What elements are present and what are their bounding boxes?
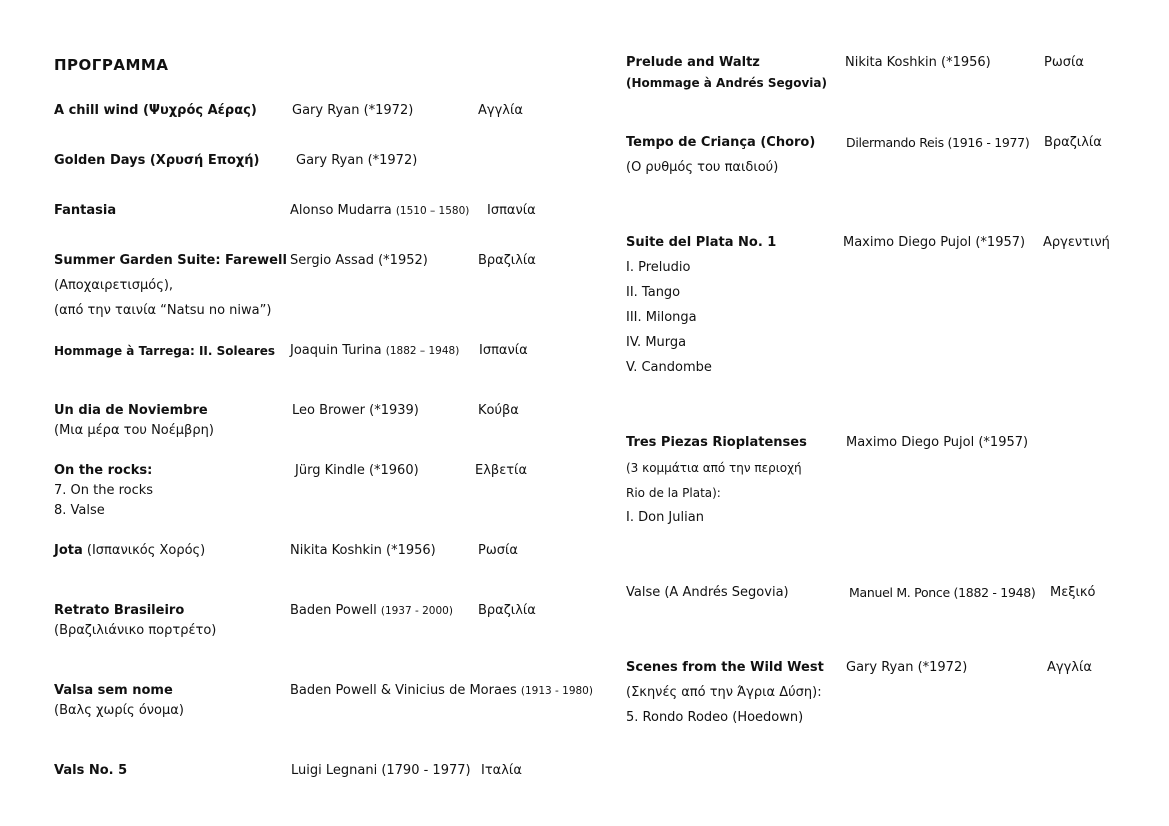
program-entry	[54, 541, 205, 561]
program-entry	[54, 401, 214, 441]
piece-title: Jota	[54, 543, 83, 558]
piece-title: Vals No. 5	[54, 763, 128, 778]
program-entry	[626, 583, 789, 603]
program-entry	[626, 53, 827, 93]
program-entry	[54, 101, 257, 121]
composer-name: Vinicius de Moraes	[395, 683, 517, 698]
origin: Αγγλία	[1047, 660, 1092, 675]
origin: Κούβα	[478, 403, 519, 418]
piece-movement: 5. Rondo Rodeo (Hoedown)	[626, 710, 804, 725]
piece-title: Valse (A Andrés Segovia)	[626, 585, 789, 600]
origin: Ισπανία	[487, 203, 536, 218]
program-entry	[54, 151, 260, 171]
program-entry	[626, 433, 807, 528]
piece-title: Prelude and Waltz	[626, 55, 760, 70]
piece-movement: II. Tango	[626, 285, 681, 300]
piece-title: Un dia de Noviembre	[54, 403, 208, 418]
origin: Βραζιλία	[1044, 135, 1102, 150]
program-entry	[54, 251, 287, 321]
piece-title: Scenes from the Wild West	[626, 660, 824, 675]
piece-subtitle: (Μια μέρα του Νοέμβρη)	[54, 423, 214, 438]
composer	[290, 341, 459, 361]
composer: Jürg Kindle (*1960)	[295, 463, 419, 478]
origin: Μεξικό	[1050, 585, 1096, 600]
piece-movement: V. Candombe	[626, 360, 712, 375]
origin: Ρωσία	[1044, 55, 1084, 70]
piece-subtitle: (Αποχαιρετισμός),	[54, 278, 174, 293]
piece-subtitle: (Βαλς χωρίς όνομα)	[54, 703, 184, 718]
composer: Nikita Koshkin (*1956)	[290, 543, 436, 558]
piece-title: Hommage à Tarrega: II. Soleares	[54, 344, 276, 358]
composer: Gary Ryan (*1972)	[292, 103, 414, 118]
piece-title: Summer Garden Suite: Farewell	[54, 253, 287, 268]
composer-years: (1510 – 1580)	[395, 205, 470, 217]
program-entry	[626, 658, 824, 728]
origin: Αργεντινή	[1043, 235, 1110, 250]
piece-subtitle: (Ισπανικός Χορός)	[86, 543, 206, 558]
composer-name: Baden Powell	[290, 603, 377, 618]
origin: Ρωσία	[478, 543, 518, 558]
composer: Maximo Diego Pujol (*1957)	[846, 435, 1029, 450]
program-entry	[54, 761, 127, 781]
origin: Βραζιλία	[478, 253, 536, 268]
piece-subtitle: (από την ταινία “Natsu no niwa”)	[54, 303, 272, 318]
composer: Leo Brower (*1939)	[292, 403, 419, 418]
piece-movement: IV. Murga	[626, 335, 687, 350]
piece-subtitle: (Ο ρυθμός του παιδιού)	[626, 160, 779, 175]
program-entry	[54, 681, 184, 721]
program-entry	[54, 341, 275, 361]
composer	[290, 601, 453, 621]
program-entry	[54, 201, 116, 221]
program-entry	[626, 133, 815, 178]
program-entry	[626, 233, 776, 378]
composer: Manuel M. Ponce (1882 - 1948)	[849, 585, 1036, 600]
piece-title: Golden Days (Χρυσή Εποχή)	[54, 153, 260, 168]
composer-name: Alonso Mudarra	[290, 203, 392, 218]
program-heading: ΠΡΟΓΡΑΜΜΑ	[54, 56, 169, 74]
piece-subtitle: (Hommage à Andrés Segovia)	[626, 76, 827, 90]
piece-movement: I. Preludio	[626, 260, 691, 275]
origin: Ιταλία	[481, 763, 522, 778]
piece-title: Fantasia	[54, 203, 117, 218]
piece-title: Valsa sem nome	[54, 683, 173, 698]
composer-years: (1913 - 1980)	[520, 685, 593, 697]
composer-name: Joaquin Turina	[290, 343, 382, 358]
piece-movement: 8. Valse	[54, 503, 105, 518]
piece-title: Tres Piezas Rioplatenses	[626, 435, 807, 450]
composer: Maximo Diego Pujol (*1957)	[843, 235, 1026, 250]
composer: Gary Ryan (*1972)	[296, 153, 418, 168]
piece-subtitle: (Βραζιλιάνικο πορτρέτο)	[54, 623, 217, 638]
composer: Sergio Assad (*1952)	[290, 253, 428, 268]
program-entry	[54, 601, 216, 641]
composer: Dilermando Reis (1916 - 1977)	[846, 135, 1030, 150]
program-entry	[54, 461, 153, 521]
piece-title: A chill wind (Ψυχρός Αέρας)	[54, 103, 257, 118]
origin: Βραζιλία	[478, 603, 536, 618]
composer-years: (1937 - 2000)	[380, 605, 453, 617]
piece-subtitle: (Σκηνές από την Άγρια Δύση):	[626, 685, 822, 700]
piece-title: Suite del Plata No. 1	[626, 235, 777, 250]
origin: Ελβετία	[475, 463, 528, 478]
composer: Luigi Legnani (1790 - 1977)	[291, 763, 471, 778]
origin: Αγγλία	[478, 103, 523, 118]
composer: Nikita Koshkin (*1956)	[845, 55, 991, 70]
origin: Ισπανία	[479, 343, 528, 358]
composer	[290, 201, 469, 221]
composer-name: Baden Powell &	[290, 683, 391, 698]
piece-title: Tempo de Criança (Choro)	[626, 135, 816, 150]
piece-movement: 7. On the rocks	[54, 483, 154, 498]
composer	[290, 681, 593, 701]
piece-movement: I. Don Julian	[626, 510, 704, 525]
composer: Gary Ryan (*1972)	[846, 660, 968, 675]
piece-movement: III. Milonga	[626, 310, 697, 325]
piece-title: On the rocks:	[54, 463, 153, 478]
composer-years: (1882 – 1948)	[385, 345, 460, 357]
piece-subtitle: Rio de la Plata):	[626, 486, 721, 500]
piece-subtitle: (3 κομμάτια από την περιοχή	[626, 461, 802, 475]
piece-title: Retrato Brasileiro	[54, 603, 185, 618]
